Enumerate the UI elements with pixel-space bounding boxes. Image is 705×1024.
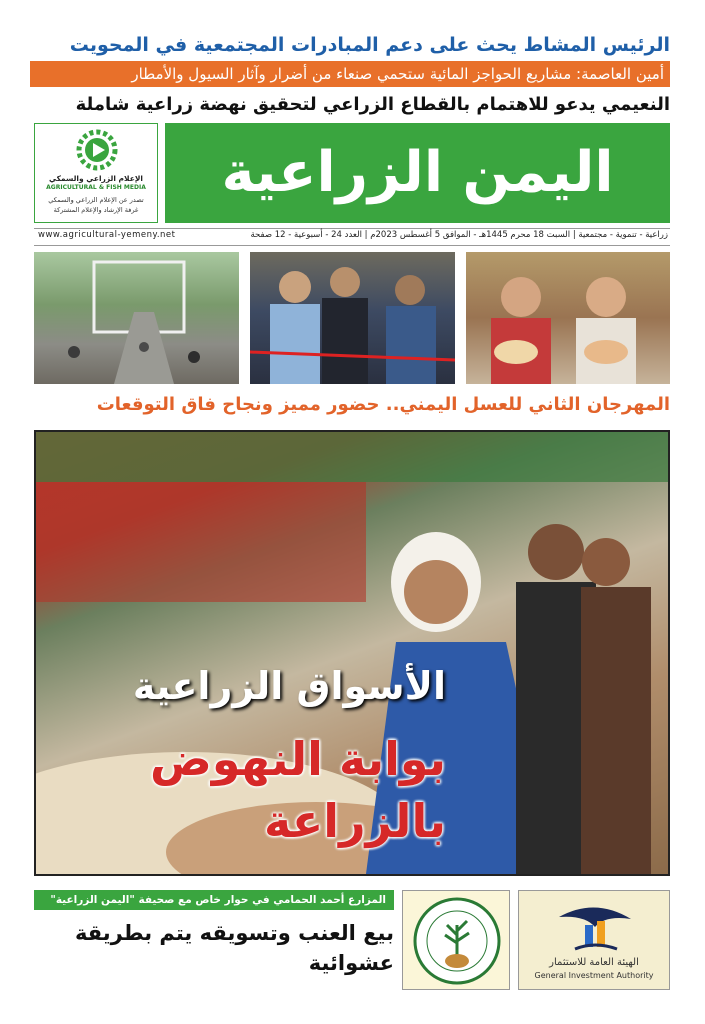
headline-naimi[interactable]: النعيمي يدعو للاهتمام بالقطاع الزراعي لتحقيق نهضة زراعية شاملة — [75, 94, 670, 115]
logo-name-ar: الإعلام الزراعي والسمكي — [48, 174, 143, 183]
grape-marketing-headline[interactable]: بيع العنب وتسويقه يتم بطريقة عشوائية — [74, 921, 394, 975]
potato-seed-icon — [409, 895, 505, 987]
agri-media-logo — [34, 123, 158, 223]
masthead-title: اليمن الزراعية — [221, 140, 614, 205]
festival-walkway-photo — [34, 252, 239, 384]
ribbon-cutting-photo — [250, 252, 455, 384]
gia-name-en: General Investment Authority — [534, 971, 654, 980]
potato-seed-company-logo — [402, 890, 510, 990]
logo-line1: تصدر عن الإعلام الزراعي والسمكي — [48, 196, 144, 204]
gear-play-icon — [75, 128, 119, 172]
honey-festival-headline[interactable]: المهرجان الثاني للعسل اليمني.. حضور مميز ونجاح فاق التوقعات — [96, 394, 670, 415]
issue-details: زراعية - تنموية - مجتمعية | السبت 18 محرم 1445هـ - الموافق 5 أغسطس 2023م | العدد 24 - أسبوعية - 12 صفحة — [250, 230, 668, 240]
main-story-photo[interactable] — [34, 430, 670, 876]
main-story-line1: الأسواق الزراعية — [132, 664, 446, 708]
logo-line2: غرفة الإرشاد والإعلام المشتركة — [53, 206, 139, 214]
children-honey-photo — [466, 252, 670, 384]
main-story-line3: بالزراعة — [263, 794, 446, 848]
main-story-line2: بوابة النهوض — [150, 732, 446, 786]
farmer-interview-tag: المزارع أحمد الحمامي في حوار خاص مع صحيفة "اليمن الزراعية" — [34, 890, 394, 910]
headline-capital-secretary[interactable]: أمين العاصمة: مشاريع الحواجز المائية ستحمي صنعاء من أضرار وآثار السيول والأمطار — [30, 61, 670, 87]
website-link[interactable]: www.agricultural-yemeny.net — [38, 230, 176, 240]
logo-name-en: AGRICULTURAL & FISH MEDIA — [46, 184, 146, 191]
headline-president[interactable]: الرئيس المشاط يحث على دعم المبادرات المجتمعية في المحويت — [69, 34, 670, 56]
gia-emblem-icon — [555, 897, 635, 955]
gia-name-ar: الهيئة العامة للاستثمار — [549, 957, 639, 968]
masthead — [165, 123, 670, 223]
issue-info-bar — [34, 228, 670, 246]
general-investment-authority-logo — [518, 890, 670, 990]
